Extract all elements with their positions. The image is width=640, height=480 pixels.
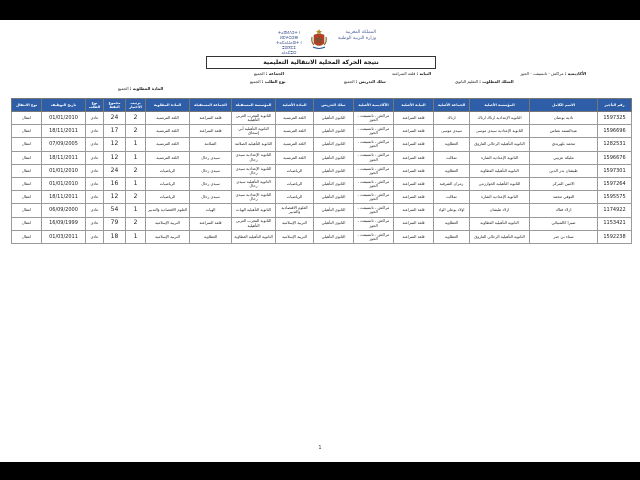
table-cell: 18 [104,230,126,243]
table-cell: 16/09/1999 [42,217,86,230]
table-cell: سيدي موسى [434,125,470,138]
table-cell: 12 [104,191,126,204]
table-cell: انتقال [12,112,42,125]
column-header: رقم التأجير [598,99,632,112]
commune-field [254,71,284,76]
table-cell: 2 [126,112,146,125]
table-cell: الثانوية التأهيلية الصلاتنة [232,138,276,151]
table-cell: الثانوي التأهيلي [314,164,354,177]
table-cell: عادي [86,138,104,151]
table-cell: طيشان بدر الدين [530,164,598,177]
table-row [12,177,632,190]
table-cell: زمران الشرقية [434,177,470,190]
request-type-field [250,79,286,84]
table-row [12,217,632,230]
table-cell: عادي [86,151,104,164]
table-cell: 2 [126,217,146,230]
table-row [12,138,632,151]
table-cell: اولاد بوعلي الواد [434,204,470,217]
table-cell: مليكة عزيبي [530,151,598,164]
table-cell: 1595575 [598,191,632,204]
table-cell: صبرا كالمنيائي [530,217,598,230]
header-arabic-block [330,30,376,41]
province-field [392,71,431,76]
table-cell: الثانوية التأهيلية سيدي رحال [232,177,276,190]
table-cell: مراكش - تانسيفت - الحوز [354,112,394,125]
table-cell: الامين المركز [530,177,598,190]
table-cell: 54 [104,204,126,217]
header-arabic-line: وزارة التربية الوطنية [337,35,376,41]
table-cell: العلوم الاقتصادية والتدبير [146,204,190,217]
table-cell: مراكش - تانسيفت - الحوز [354,191,394,204]
table-cell: قلعة السراغنة [394,204,434,217]
table-cell: عادي [86,125,104,138]
province-label: النيابة : [416,71,432,76]
transfer-results-table [11,98,632,244]
table-cell: 01/03/2011 [42,230,86,243]
table-cell: سيدي رحال [190,151,232,164]
table-cell: العلوم الاقتصادية والتدبير [276,204,314,217]
table-cell: 1174922 [598,204,632,217]
table-cell: 01/01/2010 [42,177,86,190]
table-cell: اللغة الفرنسية [276,138,314,151]
table-cell: عبدالصمد نعناس [530,125,598,138]
table-cell: اللغة الفرنسية [146,112,190,125]
cycle-teaching-label: سلك التدريس : [355,79,386,84]
request-type-label: نوع الطلب : [261,79,286,84]
table-row [12,125,632,138]
academy-value: مراكش - تانسيفت - الحوز [520,71,564,76]
subject-value: الجميع [118,86,129,91]
table-cell: الثانوي التأهيلي [314,191,354,204]
table-cell: التوفي محمد [530,191,598,204]
table-cell: 1592238 [598,230,632,243]
column-header: المؤسسة المستقبلة [232,99,276,112]
table-cell: الثانوية الإعدادية ازناك ازناك [470,112,530,125]
table-cell: انتقال [12,177,42,190]
column-header: النيابة الأصلية [394,99,434,112]
table-cell: اللغة الفرنسية [146,138,190,151]
table-cell: الثانوي التأهيلي [314,138,354,151]
table-cell: ازلاد فتاك [530,204,598,217]
table-row [12,204,632,217]
table-cell: 2 [126,164,146,177]
subject-label: المادة المطلوبة : [129,86,164,91]
cycle-requested-field [455,79,514,84]
table-cell: مراكش - تانسيفت - الحوز [354,151,394,164]
table-cell: عادي [86,191,104,204]
column-header: المادة الأصلية [276,99,314,112]
table-cell: الرياضيات [276,164,314,177]
column-header: الجماعة الأصلية [434,99,470,112]
column-header: المؤسسة الأصلية [470,99,530,112]
column-header: نوع الانتقال [12,99,42,112]
table-cell: 12 [104,151,126,164]
commune-value: الجميع [254,71,265,76]
table-cell: الثانوي التأهيلي [314,112,354,125]
table-cell: 1596696 [598,125,632,138]
table-cell: العطاوية [434,217,470,230]
commune-label: الجماعة : [265,71,284,76]
table-cell: مراكش - تانسيفت - الحوز [354,177,394,190]
table-cell: 1597264 [598,177,632,190]
table-cell: اللغة الفرنسية [146,125,190,138]
table-cell: العطاوية [434,230,470,243]
table-cell: انتقال [12,151,42,164]
cycle-requested-label: السلك المطلوب : [479,79,514,84]
table-cell: قلعة السراغنة [394,125,434,138]
table-cell: قلعة السراغنة [394,112,434,125]
table-row [12,230,632,243]
table-cell: اللغة الفرنسية [276,112,314,125]
table-cell: قلعة السراغنة [394,217,434,230]
table-cell: العطاوية [434,164,470,177]
table-cell: الصلاتنة [190,138,232,151]
table-cell: مراكش - تانسيفت - الحوز [354,164,394,177]
cycle-teaching-value: الجميع [344,79,355,84]
table-cell: الثانوي التأهيلي [314,204,354,217]
header-tifinagh-line: ⵜⴰⵎⴰⵡⴰⵙⵜ ⵏ ⵓⵙⴳⵎⵉ [276,40,302,50]
table-cell: العطاوية [190,230,232,243]
table-cell: الثانوية التأهيلية العطاوية [470,164,530,177]
column-header: المادة المطلوبة [146,99,190,112]
table-cell: الثانوي التأهيلي [314,177,354,190]
table-cell: 1282531 [598,138,632,151]
subject-field [118,86,163,91]
table-cell: 1 [126,151,146,164]
header-tifinagh-line: ⵜⴰⴳⵍⴷⵉⵜ ⵏ ⵍⵎⵖⵔⵉⴱ [277,30,301,40]
table-cell: الثانوية التأهيلية الرحالي الفاروق [470,230,530,243]
column-header: نوع الطلب [86,99,104,112]
table-cell: الرياضيات [146,191,190,204]
table-cell: عادي [86,217,104,230]
table-cell: مراكش - تانسيفت - الحوز [354,138,394,151]
table-cell: 1 [126,230,146,243]
table-cell: اللغة الفرنسية [276,125,314,138]
table-cell: الثانوي التأهيلي [314,230,354,243]
table-cell: قلعة السراغنة [394,230,434,243]
table-cell: 1597325 [598,112,632,125]
table-cell: الثانوية التأهيلية الرحالي الفاروق [470,138,530,151]
table-cell: عادي [86,204,104,217]
header-tifinagh-line: ⴰⵏⴰⵎⵓⵔ [281,50,297,55]
table-cell: الثانوية الإعدادية سيدي رحال [232,191,276,204]
table-cell: قلعة السراغنة [190,112,232,125]
table-cell: الثانوية الإعدادية الشارة [470,151,530,164]
table-cell: الثانوية التأهيلية العطاوية [232,230,276,243]
table-cell: الثانوية التأهيلية الهيات [232,204,276,217]
table-cell: 2 [126,125,146,138]
table-cell: التربية الإسلامية [276,230,314,243]
table-cell: 07/09/2005 [42,138,86,151]
column-header: الجماعة المستقبلة [190,99,232,112]
document-page [0,20,640,462]
column-header: مجموع النقط [104,99,126,112]
table-cell: عادي [86,230,104,243]
table-cell: سيدي رحال [190,164,232,177]
table-cell: الثانوي التأهيلي [314,151,354,164]
table-cell: التربية الإسلامية [276,217,314,230]
table-cell: التربية الإسلامية [146,217,190,230]
table-cell: انتقال [12,191,42,204]
table-cell: انتقال [12,204,42,217]
table-body [12,112,632,244]
table-cell: عادي [86,164,104,177]
table-cell: 06/09/2000 [42,204,86,217]
column-header: الاسم الكامل [530,99,598,112]
table-cell: قلعة السراغنة [394,151,434,164]
report-title: نتيجة الحركة المحلية الانتقالية التعليمية [206,56,436,69]
table-cell: تملالت [434,191,470,204]
table-cell: عادي [86,177,104,190]
table-cell: 17 [104,125,126,138]
table-cell: قلعة السراغنة [394,177,434,190]
table-cell: مراكش - تانسيفت - الحوز [354,230,394,243]
table-cell: محمد بلهريدي [530,138,598,151]
table-cell: 1596676 [598,151,632,164]
table-cell: انتقال [12,138,42,151]
header-tifinagh-block [271,30,307,55]
table-cell: اللغة الفرنسية [276,151,314,164]
table-cell: الثانوية الإعدادية الشارة [470,191,530,204]
moroccan-crest-icon [310,28,328,50]
column-header: سلك التدريس [314,99,354,112]
table-cell: انتقال [12,125,42,138]
table-cell: ازلاد طيشان [470,204,530,217]
table-cell: قلعة السراغنة [190,125,232,138]
table-cell: تملالت [434,151,470,164]
table-cell: الرياضيات [146,164,190,177]
table-cell: 24 [104,164,126,177]
academy-label: الأكاديمية : [564,71,587,76]
table-cell: 79 [104,217,126,230]
table-cell: الثانوية المغرب العربي التأهيلية [232,112,276,125]
page-number: 1 [318,445,322,451]
table-cell: 18/11/2011 [42,125,86,138]
column-header: تاريخ التوظيف [42,99,86,112]
table-cell: ازناك [434,112,470,125]
table-row [12,151,632,164]
table-cell: 18/11/2011 [42,151,86,164]
table-cell: 1153421 [598,217,632,230]
academy-field [520,71,586,76]
table-cell: قلعة السراغنة [190,217,232,230]
table-cell: العطاوية [434,138,470,151]
province-value: قلعة السراغنة [392,71,416,76]
table-cell: الثانوي التأهيلي [314,217,354,230]
table-cell: الثانوية الإعدادية سيدي رحال [232,164,276,177]
table-cell: 24 [104,112,126,125]
table-row [12,112,632,125]
table-row [12,191,632,204]
table-cell: انتقال [12,164,42,177]
column-header: ترتيب الاختيار [126,99,146,112]
request-type-value: الجميع [250,79,261,84]
table-cell: الثانوية التأهيلية العطاوية [470,217,530,230]
table-cell: قلعة السراغنة [394,191,434,204]
table-row [12,164,632,177]
table-cell: 2 [126,191,146,204]
table-cell: الثانوية الإعدادية سيدي رحال [232,151,276,164]
table-cell: سيدي رحال [190,191,232,204]
header-arabic-line: المملكة المغربية [345,30,376,35]
table-cell: سناء بن جبر [530,230,598,243]
table-cell: 1 [126,138,146,151]
cycle-teaching-field [344,79,386,84]
table-cell: 01/01/2010 [42,112,86,125]
table-cell: الهيات [190,204,232,217]
table-cell: انتقال [12,230,42,243]
table-cell: مراكش - تانسيفت - الحوز [354,217,394,230]
table-cell: 12 [104,138,126,151]
table-cell: 1 [126,177,146,190]
table-cell: سيدي رحال [190,177,232,190]
table-cell: الرياضيات [276,191,314,204]
table-cell: مراكش - تانسيفت - الحوز [354,204,394,217]
table-cell: انتقال [12,217,42,230]
table-cell: 16 [104,177,126,190]
table-cell: 01/01/2010 [42,164,86,177]
table-cell: الرياضيات [276,177,314,190]
table-header-row [12,99,632,112]
table-cell: مراكش - تانسيفت - الحوز [354,125,394,138]
table-cell: 1597301 [598,164,632,177]
table-cell: الرياضيات [146,177,190,190]
table-cell: الثانوية التأهيلية الخوارزمي [470,177,530,190]
table-cell: 1 [126,204,146,217]
column-header: الأكاديمية الأصلية [354,99,394,112]
table-cell: التربية الإسلامية [146,230,190,243]
table-cell: الثانوية التأهيلية أبي إسحاق [232,125,276,138]
table-cell: الثانوية الإعدادية سيدي موسى [470,125,530,138]
table-cell: اللغة الفرنسية [146,151,190,164]
table-cell: نادية بوعنان [530,112,598,125]
table-cell: قلعة السراغنة [394,138,434,151]
cycle-requested-value: التعليم الثانوي [455,79,478,84]
table-cell: الثانوية المغرب العربي التأهيلية [232,217,276,230]
table-cell: الثانوي التأهيلي [314,125,354,138]
table-cell: عادي [86,112,104,125]
table-cell: 18/11/2011 [42,191,86,204]
table-cell: قلعة السراغنة [394,164,434,177]
